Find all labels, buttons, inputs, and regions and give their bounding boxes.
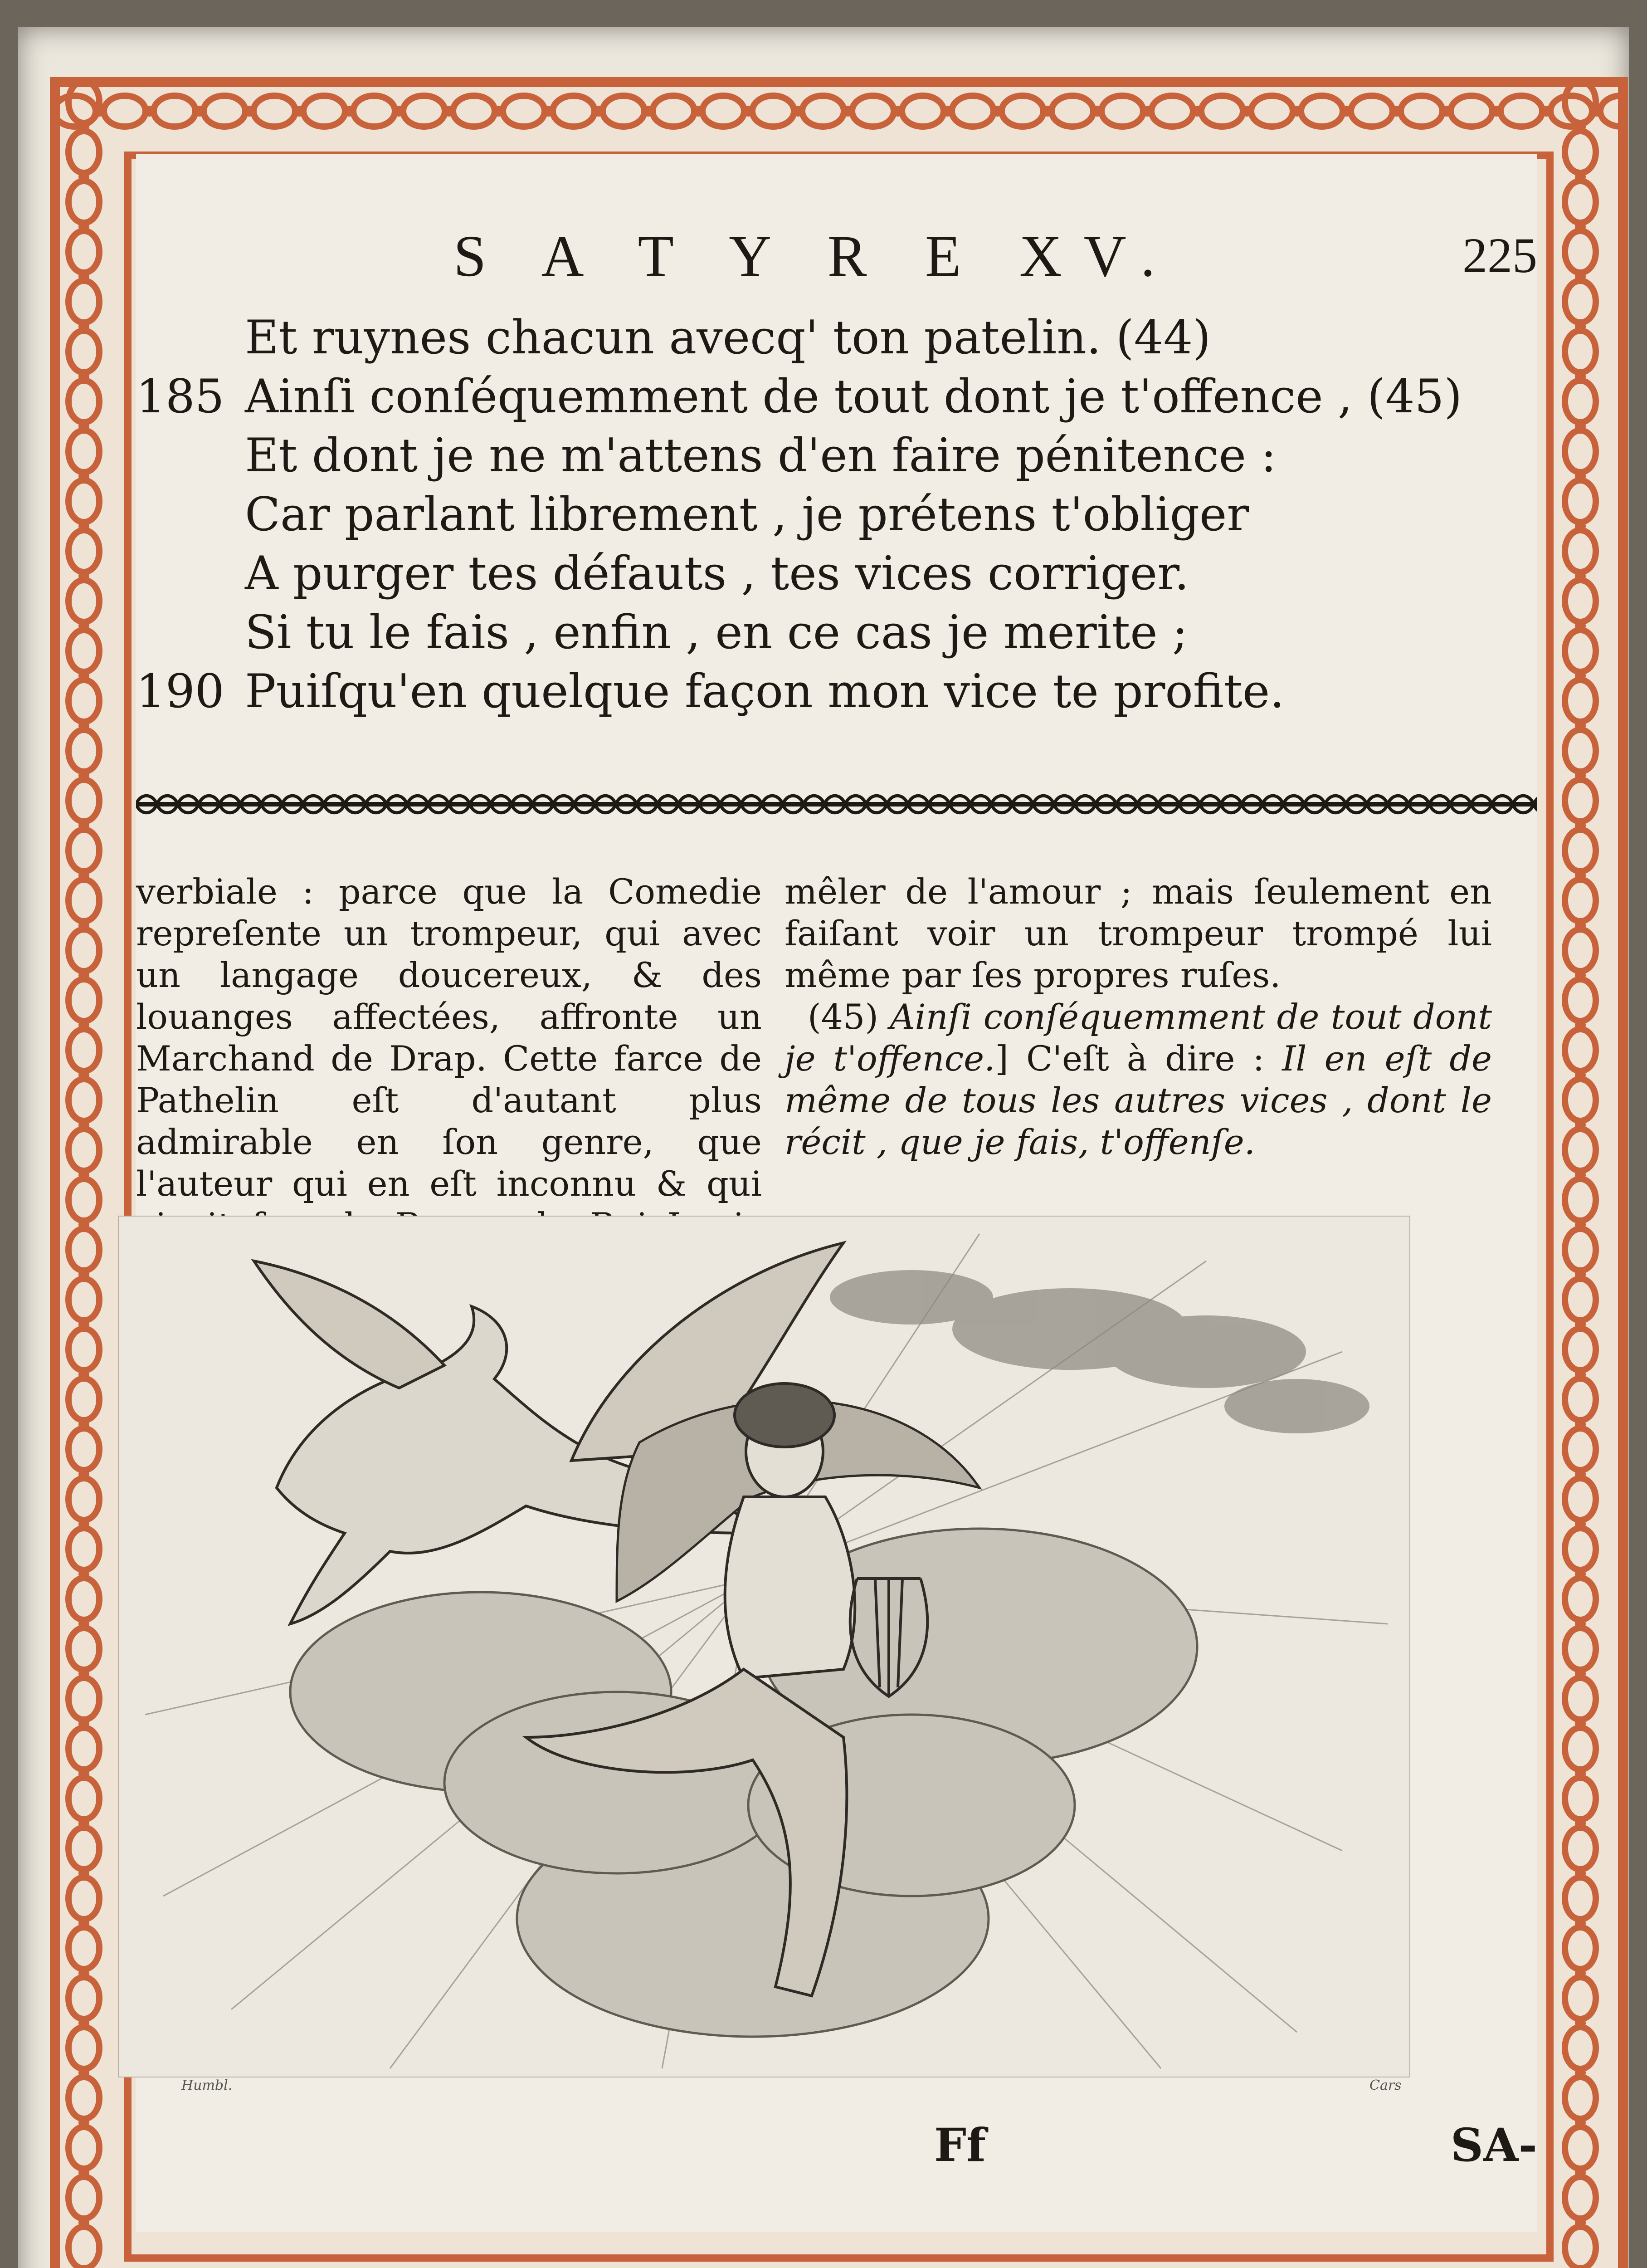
verse-line — [136, 308, 1537, 367]
verse-text: Et dont je ne m'attens d'en faire pénitence : — [245, 429, 1277, 483]
verse-line — [136, 367, 1537, 426]
verse-text: Et ruynes chacun avecq' ton patelin. (44) — [245, 311, 1211, 365]
engraver-signature-left: Humbl. — [181, 2077, 233, 2093]
verse-text: Si tu le fais , enfin , en ce cas je merite ; — [245, 606, 1188, 660]
line-number: 190 — [136, 665, 224, 719]
running-title: S A T Y R E XV. — [453, 224, 1177, 289]
engraver-signature-right: Cars — [1369, 2077, 1402, 2093]
verse-line — [136, 662, 1537, 721]
signature-mark: Ff — [934, 2118, 986, 2172]
footnotes — [136, 871, 1537, 1207]
verse-line — [136, 426, 1537, 485]
footnote-text: mêler de l'amour ; mais ſeulement en faiſant voir un trompeur trompé lui même par ſes propres ruſes. — [785, 871, 1492, 995]
footnote-column-right — [785, 871, 1492, 1163]
footnote-gloss: Il en eſt de même de tous les autres vices , dont le récit , que je fais, t'offenſe. — [785, 1038, 1492, 1162]
engraving-illustration — [118, 1216, 1410, 2077]
footnote-reference: (45) — [808, 997, 879, 1037]
page-footer — [136, 2118, 1537, 2182]
footnote-bracket: ] C'eſt à dire : — [995, 1038, 1265, 1079]
verse-text: Ainſi conſéquemment de tout dont je t'offence , (45) — [245, 370, 1462, 424]
verse-text: A purger tes défauts , tes vices corriger. — [245, 547, 1189, 601]
text-block — [136, 154, 1537, 2232]
footnote-text: verbiale : parce que la Comedie repreſente un trompeur, qui avec un langage doucereux, & des louanges affectées, affronte un Marchand de Drap. Cette farce de Pathelin eſt d'autant plus admirable en ſon genre, que l'auteur qui en eſt inconnu & qui — [136, 871, 762, 1204]
book-page — [18, 27, 1629, 2268]
catchword: SA- — [1450, 2118, 1537, 2172]
verse-text: Puiſqu'en quelque façon mon vice te profite. — [245, 665, 1285, 719]
footnote-lemma: Ainſi conſéquemment de tout dont je t'offence. — [785, 997, 1492, 1079]
ornamental-rule — [136, 788, 1537, 820]
verse-line — [136, 603, 1537, 662]
verse-text: Car parlant librement , je prétens t'obliger — [245, 488, 1249, 542]
verse-line — [136, 485, 1537, 544]
line-number: 185 — [136, 370, 224, 424]
page-number: 225 — [1462, 228, 1537, 283]
page-header — [136, 222, 1537, 313]
footnote-45 — [785, 996, 1492, 1163]
verse-line — [136, 544, 1537, 603]
verse-block — [136, 308, 1537, 721]
